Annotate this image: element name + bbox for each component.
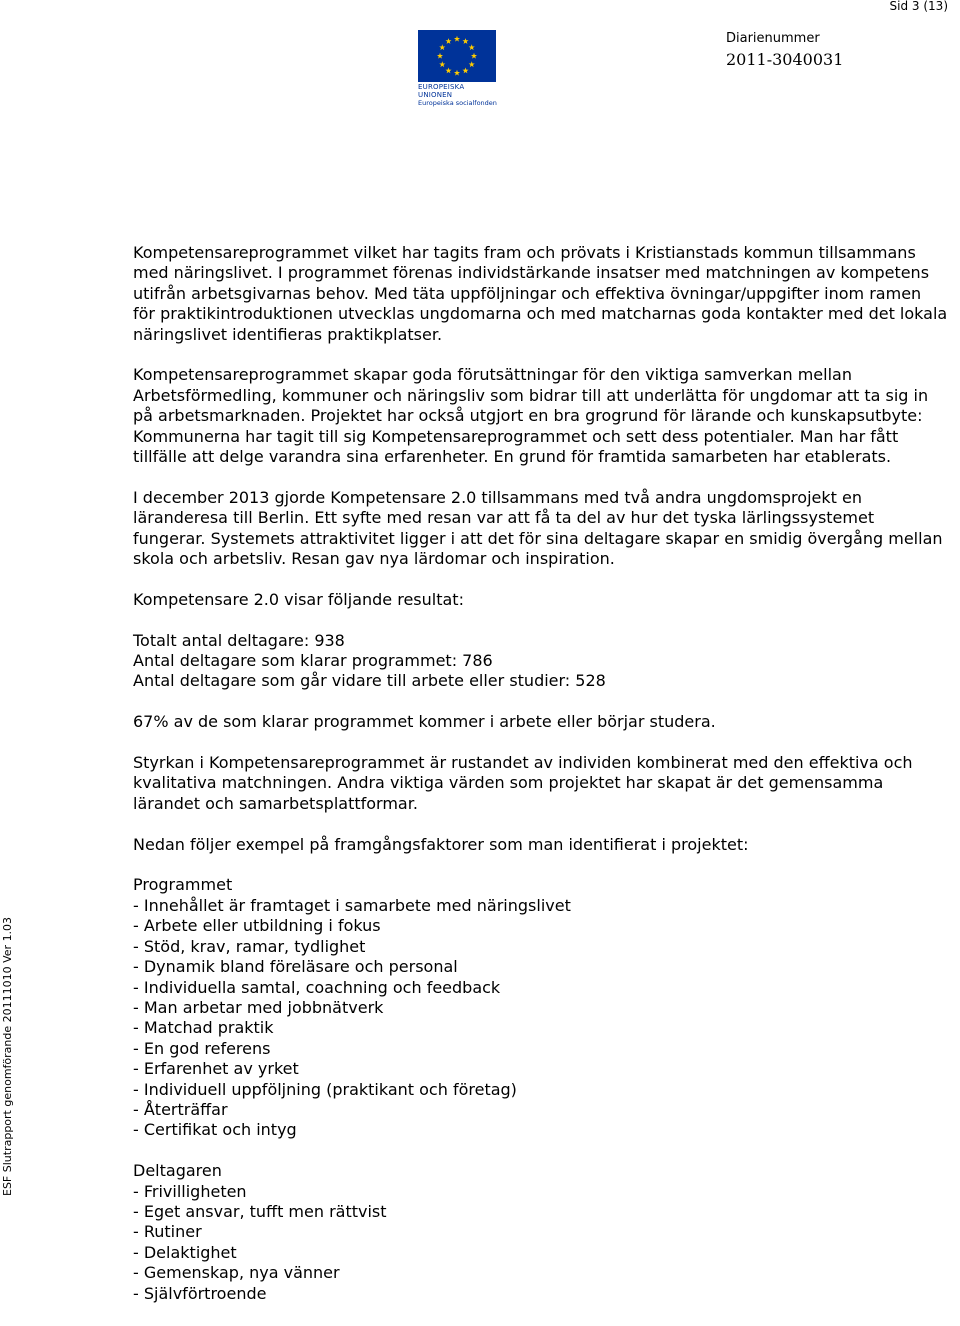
list-item: - Individuella samtal, coachning och feedback — [133, 977, 501, 997]
page-number: Sid 3 (13) — [889, 0, 948, 13]
list-item: - Stöd, krav, ramar, tydlighet — [133, 936, 366, 956]
list-item: - Matchad praktik — [133, 1018, 274, 1038]
list-item: - Erfarenhet av yrket — [133, 1059, 299, 1079]
diarie-block — [726, 30, 843, 72]
list-item: - Individuell uppföljning (praktikant och företag) — [133, 1079, 517, 1099]
sidebar-version — [0, 896, 14, 1196]
paragraph-percentage: 67% av de som klarar programmet kommer i arbete eller börjar studera. — [133, 712, 716, 732]
programmet-heading: Programmet — [133, 875, 233, 895]
logo-subtitle: Europeiska socialfonden — [418, 99, 497, 107]
diarie-number: 2011-3040031 — [726, 50, 844, 69]
deltagaren-section — [133, 1161, 948, 1304]
paragraph-berlin: I december 2013 gjorde Kompetensare 2.0 tillsammans med två andra ungdomsprojekt en läranderesa till Berlin. Ett syfte med resan var att få ta del av hur det tyska lärlingssystemet fungerar. Systemets attraktivitet ligger i att det för sina deltagare skapar en smidig övergång mellan skola och arbetsliv. Resan gav nya lärdomar och inspiration. — [133, 487, 943, 569]
list-item: - Frivilligheten — [133, 1181, 247, 1201]
document-body — [133, 243, 948, 1304]
programmet-section — [133, 875, 948, 1140]
paragraph-factors-intro: Nedan följer exempel på framgångsfaktorer som man identifierat i projektet: — [133, 834, 749, 854]
paragraph-intro: Kompetensareprogrammet vilket har tagits fram och prövats i Kristianstads kommun tillsammans med näringslivet. I programmet förenas individstärkande insatser med matchningen av kompetens utifrån arbetsgivarnas behov. Med täta uppföljningar och effektiva övningar/uppgifter inom ramen för praktikintroduktionen utvecklas ungdomarna och med matcharnas goda kontakter med det lokala näringslivet identifieras praktikplatser. — [133, 243, 948, 344]
deltagaren-heading: Deltagaren — [133, 1161, 222, 1181]
result-line: Antal deltagare som klarar programmet: 786 — [133, 651, 493, 671]
list-item: - Rutiner — [133, 1222, 202, 1242]
paragraph-cooperation: Kompetensareprogrammet skapar goda förutsättningar för den viktiga samverkan mellan Arbetsförmedling, kommuner och näringsliv som bidrar till att underlätta för ungdomar att ta sig in på arbetsmarknaden. Projektet har också utgjort en bra grogrund för lärande och kunskapsutbyte: Kommunerna har tagit till sig Kompetensareprogrammet och sett dess potentialer. Man har fått tillfälle att delge varandra sina erfarenheter. En grund för framtida samarbeten har etablerats. — [133, 365, 929, 467]
diarie-label: Diarienummer — [726, 31, 820, 46]
paragraph-strength: Styrkan i Kompetensareprogrammet är rustandet av individen kombinerat med den effektiva och kvalitativa matchningen. Andra viktiga värden som projektet har skapat är det gemensamma lärandet och samarbetsplattformar. — [133, 753, 913, 813]
paragraph-results-intro: Kompetensare 2.0 visar följande resultat: — [133, 589, 464, 609]
result-line: Totalt antal deltagare: 938 — [133, 630, 345, 650]
list-item: - Delaktighet — [133, 1242, 237, 1262]
list-item: - Certifikat och intyg — [133, 1120, 297, 1140]
list-item: - En god referens — [133, 1038, 271, 1058]
list-item: - Arbete eller utbildning i fokus — [133, 916, 381, 936]
list-item: - Självförtroende — [133, 1283, 267, 1303]
result-line: Antal deltagare som går vidare till arbete eller studier: 528 — [133, 671, 606, 691]
eu-logo — [418, 30, 498, 107]
list-item: - Man arbetar med jobbnätverk — [133, 997, 384, 1017]
list-item: - Innehållet är framtaget i samarbete med näringslivet — [133, 895, 571, 915]
list-item: - Dynamik bland föreläsare och personal — [133, 957, 458, 977]
sidebar-version-text: ESF Slutrapport genomförande 20111010 Ver 1.03 — [1, 916, 14, 1196]
programmet-list — [133, 896, 948, 1141]
list-item: - Gemenskap, nya vänner — [133, 1263, 340, 1283]
list-item: - Eget ansvar, tufft men rättvist — [133, 1201, 387, 1221]
results-block — [133, 631, 948, 692]
list-item: - Återträffar — [133, 1099, 228, 1119]
deltagaren-list — [133, 1182, 948, 1304]
eu-flag-icon — [418, 30, 496, 82]
logo-title: EUROPEISKA UNIONEN — [418, 83, 465, 99]
